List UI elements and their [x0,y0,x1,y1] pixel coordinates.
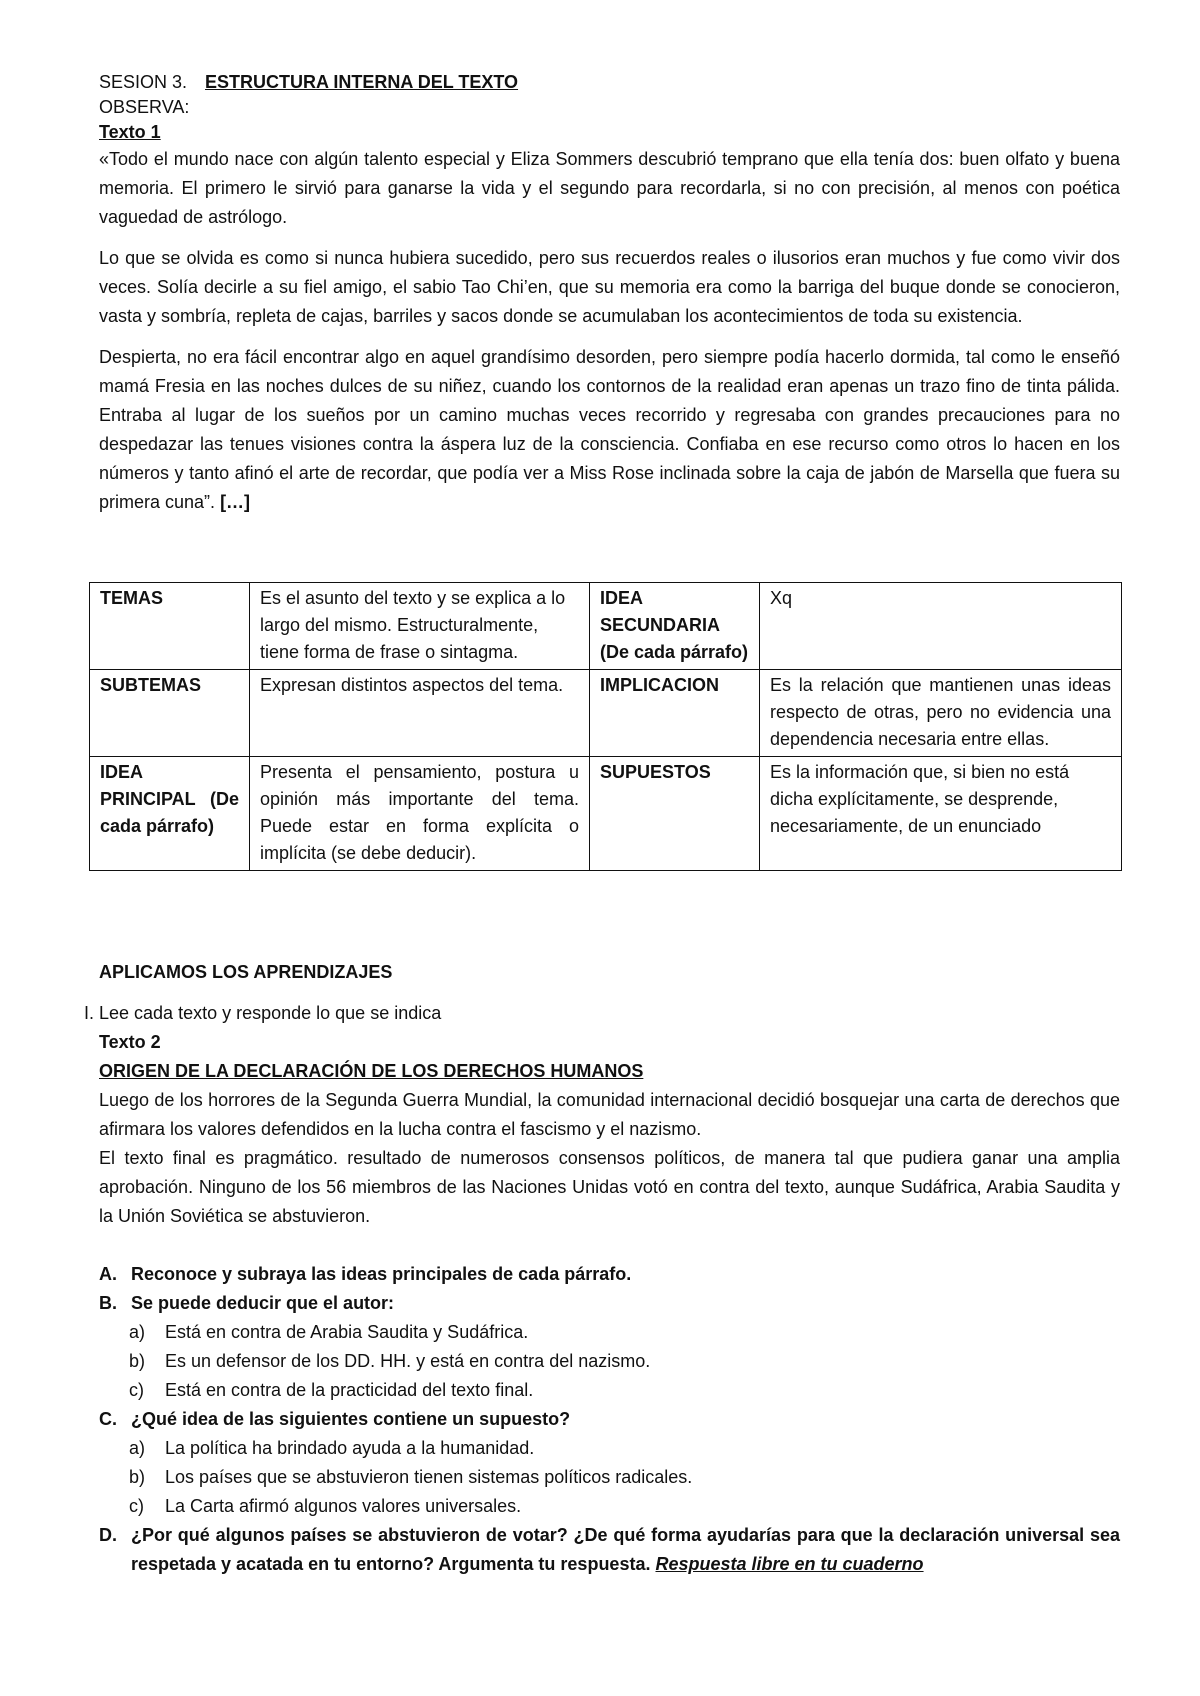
table-key-cell: SUBTEMAS [90,670,250,757]
option-letter: a) [129,1322,146,1342]
table-value-cell: Presenta el pensamiento, postura u opinión más importante del tema. Puede estar en forma explícita o implícita (se debe deducir). [250,757,590,871]
apply-section [84,958,1120,1579]
page-title: ESTRUCTURA INTERNA DEL TEXTO [205,72,519,92]
option-item [99,1434,1120,1463]
concepts-table [89,582,1122,871]
instruction-text: Lee cada texto y responde lo que se indica [99,1003,442,1023]
question-a [99,1260,1120,1289]
question-b [99,1289,1120,1405]
table-value-cell: Expresan distintos aspectos del tema. [250,670,590,757]
table-row [90,757,1122,871]
questions-list [99,1260,1120,1579]
table-key-cell: IDEA PRINCIPAL (De cada párrafo) [90,757,250,871]
question-letter: B. [99,1293,117,1313]
document-page [99,70,1120,517]
text1-paragraph-2: Lo que se olvida es como si nunca hubiera sucedido, pero sus recuerdos reales o ilusorios eran muchos y fue como vivir dos veces. Solía decirle a su fiel amigo, el sabio Tao Chi’en, que su memoria era como la barriga del buque donde se conocieron, vasta y sombría, repleta de cajas, barriles y sacos donde se acumulaban los acontecimientos de toda su existencia. [99,248,1120,326]
option-text: La Carta afirmó algunos valores universales. [165,1496,522,1516]
answer-note: Respuesta libre en tu cuaderno [655,1554,924,1574]
observe-label: OBSERVA: [99,97,190,117]
session-label: SESION 3. [99,72,188,92]
option-text: Es un defensor de los DD. HH. y está en contra del nazismo. [165,1351,651,1371]
text1-paragraph-3 [99,343,1120,517]
question-letter: A. [99,1264,117,1284]
instruction-line [84,999,1120,1028]
text2-label: Texto 2 [99,1032,161,1052]
roman-numeral: I. [84,1003,95,1023]
option-item [99,1492,1120,1521]
table-key-cell: IDEA SECUNDARIA (De cada párrafo) [590,583,760,670]
text2-title: ORIGEN DE LA DECLARACIÓN DE LOS DERECHOS HUMANOS [99,1061,644,1081]
question-d [99,1521,1120,1579]
text1-label: Texto 1 [99,122,161,142]
table-value-cell: Es la información que, si bien no está dicha explícitamente, se desprende, necesariamente, de un enunciado [760,757,1122,871]
options-list [99,1434,1120,1521]
text1-paragraph-1: «Todo el mundo nace con algún talento especial y Eliza Sommers descubrió temprano que ella tenía dos: buen olfato y buena memoria. El primero le sirvió para ganarse la vida y el segundo para recordarla, si no con precisión, al menos con poética vaguedad de astrólogo. [99,149,1120,227]
option-item [99,1463,1120,1492]
option-letter: c) [129,1380,144,1400]
question-text: Se puede deducir que el autor: [131,1293,395,1313]
table-value-cell: Es la relación que mantienen unas ideas respecto de otras, pero no evidencia una dependencia necesaria entre ellas. [760,670,1122,757]
table-value-cell: Es el asunto del texto y se explica a lo largo del mismo. Estructuralmente, tiene forma de frase o sintagma. [250,583,590,670]
question-text: Reconoce y subraya las ideas principales de cada párrafo. [131,1264,632,1284]
text2-paragraph-2: El texto final es pragmático. resultado de numerosos consensos políticos, de manera tal que pudiera ganar una amplia aprobación. Ninguno de los 56 miembros de las Naciones Unidas votó en contra del texto, aunque Sudáfrica, Arabia Saudita y la Unión Soviética se abstuvieron. [99,1148,1120,1226]
apply-heading: APLICAMOS LOS APRENDIZAJES [99,962,393,982]
question-letter: D. [99,1525,117,1545]
table-key-cell: IMPLICACION [590,670,760,757]
session-title [99,70,1120,95]
question-c [99,1405,1120,1521]
option-letter: c) [129,1496,144,1516]
question-text: ¿Por qué algunos países se abstuvieron de votar? ¿De qué forma ayudarías para que la declaración universal sea respetada y acatada en tu entorno? Argumenta tu respuesta. [131,1525,1120,1574]
option-text: Los países que se abstuvieron tienen sistemas políticos radicales. [165,1467,693,1487]
question-text: ¿Qué idea de las siguientes contiene un supuesto? [131,1409,571,1429]
table-key-cell: TEMAS [90,583,250,670]
option-letter: b) [129,1467,146,1487]
text2-paragraph-1: Luego de los horrores de la Segunda Guerra Mundial, la comunidad internacional decidió bosquejar una carta de derechos que afirmara los valores defendidos en la lucha contra el fascismo y el nazismo. [99,1090,1120,1139]
option-item [99,1376,1120,1405]
table-row [90,583,1122,670]
option-text: La política ha brindado ayuda a la humanidad. [165,1438,535,1458]
table-key-cell: SUPUESTOS [590,757,760,871]
table-value-cell: Xq [760,583,1122,670]
option-letter: b) [129,1351,146,1371]
question-letter: C. [99,1409,117,1429]
option-text: Está en contra de Arabia Saudita y Sudáfrica. [165,1322,529,1342]
options-list [99,1318,1120,1405]
option-letter: a) [129,1438,146,1458]
option-text: Está en contra de la practicidad del texto final. [165,1380,534,1400]
ellipsis-mark: […] [220,492,251,512]
text1-paragraph-3-body: Despierta, no era fácil encontrar algo en aquel grandísimo desorden, pero siempre podía hacerlo dormida, tal como le enseñó mamá Fresia en las noches dulces de su niñez, cuando los contornos de la realidad eran apenas un trazo fino de tinta pálida. Entraba al lugar de los sueños por un camino muchas veces recorrido y regresaba con grandes precauciones para no despedazar las tenues visiones contra la áspera luz de la consciencia. Confiaba en ese recurso como otros lo hacen en los números y tanto afinó el arte de recordar, que podía ver a Miss Rose inclinada sobre la caja de jabón de Marsella que fuera su primera cuna”. [99,347,1120,512]
option-item [99,1318,1120,1347]
table-row [90,670,1122,757]
option-item [99,1347,1120,1376]
